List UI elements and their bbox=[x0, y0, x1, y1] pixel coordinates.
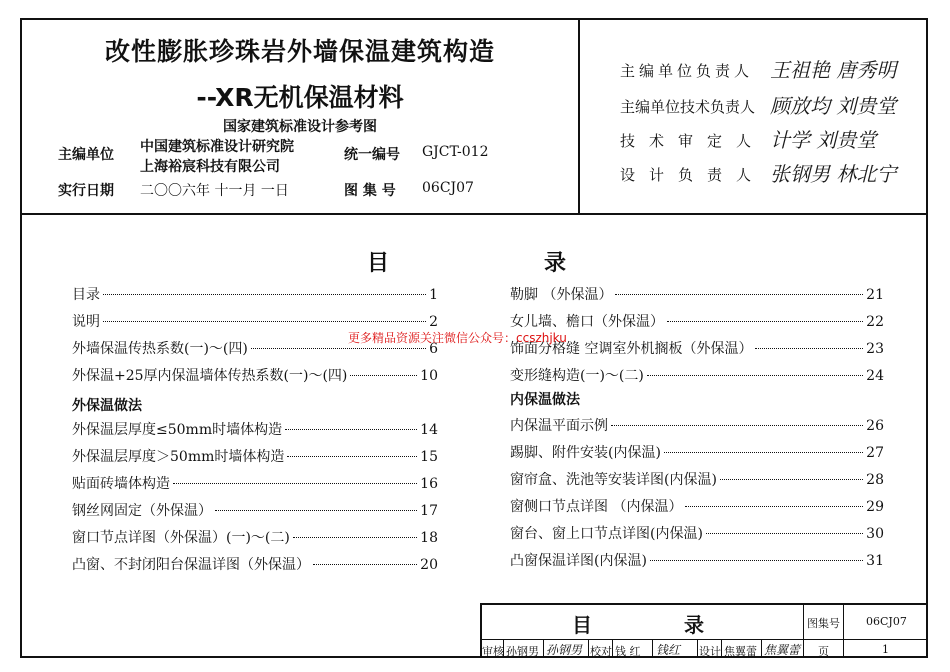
toc-item-page: 31 bbox=[866, 553, 884, 569]
toc-item-page: 28 bbox=[866, 472, 884, 488]
toc-item-page: 1 bbox=[429, 287, 438, 303]
toc-item-page: 17 bbox=[420, 503, 438, 519]
toc-leader bbox=[755, 348, 863, 349]
editor-org-1: 中国建筑标准设计研究院 bbox=[140, 139, 294, 155]
toc-item[interactable] bbox=[510, 550, 884, 570]
title-block-atlas-value: 06CJ07 bbox=[866, 615, 907, 628]
approval-role-4: 设计负责人 bbox=[620, 166, 766, 184]
watermark-text: 更多精品资源关注微信公众号：ccszhjku bbox=[348, 331, 567, 345]
toc-item-title: 钢丝网固定（外保温） bbox=[72, 503, 212, 519]
toc-item[interactable] bbox=[72, 500, 438, 520]
cell-divider bbox=[612, 639, 613, 658]
editor-org-2: 上海裕宸科技有限公司 bbox=[140, 159, 280, 175]
code-value: GJCT-012 bbox=[422, 144, 489, 160]
toc-item-page: 18 bbox=[420, 530, 438, 546]
toc-item[interactable] bbox=[510, 469, 884, 489]
toc-item-title: 凸窗保温详图(内保温) bbox=[510, 553, 647, 569]
toc-item-page: 16 bbox=[420, 476, 438, 492]
title-block-name-right: 录 bbox=[684, 613, 704, 637]
toc-item-page: 6 bbox=[429, 341, 438, 357]
code-label: 统一编号 bbox=[344, 147, 400, 163]
toc-leader bbox=[350, 375, 417, 376]
toc-item[interactable] bbox=[72, 527, 438, 547]
toc-leader bbox=[173, 483, 417, 484]
review-signature: 孙钢男 bbox=[546, 643, 583, 657]
toc-leader bbox=[611, 425, 863, 426]
page-title-line2: --XR无机保温材料 bbox=[196, 83, 404, 112]
toc-item[interactable] bbox=[72, 554, 438, 574]
toc-item-title: 窗侧口节点详图 （内保温） bbox=[510, 499, 683, 515]
cell-divider bbox=[721, 639, 722, 658]
toc-item-title: 外保温层厚度＞50mm时墙体构造 bbox=[72, 449, 285, 465]
approval-signature-1: 王祖艳 唐秀明 bbox=[770, 58, 897, 82]
approval-signature-2: 顾放均 刘贵堂 bbox=[770, 94, 897, 118]
toc-item-title: 变形缝构造(一)～(二) bbox=[510, 368, 644, 384]
title-block-atlas-label: 图集号 bbox=[807, 617, 840, 630]
toc-section-interior: 内保温做法 bbox=[510, 392, 580, 408]
design-name: 焦翼蕾 bbox=[724, 645, 757, 658]
date-value: 二〇〇六年 十一月 一日 bbox=[140, 183, 289, 199]
page-subtitle: 国家建筑标准设计参考图 bbox=[223, 119, 377, 135]
toc-leader bbox=[103, 294, 426, 295]
toc-item-title: 女儿墙、檐口（外保温） bbox=[510, 314, 664, 330]
toc-leader bbox=[615, 294, 863, 295]
toc-leader bbox=[313, 564, 417, 565]
toc-item-page: 23 bbox=[866, 341, 884, 357]
toc-item-title: 外保温层厚度≤50mm时墙体构造 bbox=[72, 422, 283, 438]
atlas-label: 图 集 号 bbox=[344, 183, 396, 199]
review-name: 孙钢男 bbox=[506, 645, 539, 658]
toc-item[interactable] bbox=[510, 523, 884, 543]
toc-section-exterior: 外保温做法 bbox=[72, 398, 142, 414]
design-label: 设计 bbox=[699, 645, 721, 658]
review-label: 审核 bbox=[482, 645, 504, 658]
title-block-col-divider-2 bbox=[843, 603, 844, 658]
toc-item[interactable] bbox=[72, 473, 438, 493]
toc-item-title: 窗帘盒、洗池等安装详图(内保温) bbox=[510, 472, 717, 488]
toc-item-page: 22 bbox=[866, 314, 884, 330]
header-divider bbox=[20, 213, 928, 215]
check-name: 钱 红 bbox=[615, 645, 641, 658]
toc-leader bbox=[293, 537, 417, 538]
editor-label: 主编单位 bbox=[58, 147, 114, 163]
toc-item-page: 2 bbox=[429, 314, 438, 330]
atlas-value: 06CJ07 bbox=[422, 180, 474, 196]
toc-leader bbox=[285, 429, 417, 430]
toc-item-page: 29 bbox=[866, 499, 884, 515]
toc-item[interactable] bbox=[510, 442, 884, 462]
date-label: 实行日期 bbox=[58, 183, 114, 199]
toc-item-title: 凸窗、不封闭阳台保温详图（外保温） bbox=[72, 557, 310, 573]
design-signature: 焦翼蕾 bbox=[764, 643, 801, 657]
toc-item[interactable] bbox=[510, 365, 884, 385]
toc-item-title: 外保温+25厚内保温墙体传热系数(一)～(四) bbox=[72, 368, 348, 384]
toc-item-page: 24 bbox=[866, 368, 884, 384]
toc-leader bbox=[650, 560, 863, 561]
toc-item[interactable] bbox=[72, 446, 438, 466]
toc-leader bbox=[720, 479, 863, 480]
toc-leader bbox=[251, 348, 426, 349]
toc-item[interactable] bbox=[72, 311, 438, 331]
toc-item[interactable] bbox=[72, 365, 438, 385]
title-block-row-divider bbox=[480, 639, 928, 640]
toc-item-page: 21 bbox=[866, 287, 884, 303]
cell-divider bbox=[761, 639, 762, 658]
toc-item-title: 贴面砖墙体构造 bbox=[72, 476, 170, 492]
check-label: 校对 bbox=[590, 645, 612, 658]
toc-item-title: 踢脚、附件安装(内保温) bbox=[510, 445, 661, 461]
toc-leader bbox=[103, 321, 426, 322]
toc-item-page: 27 bbox=[866, 445, 884, 461]
toc-item-title: 窗台、窗上口节点详图(内保温) bbox=[510, 526, 703, 542]
toc-item-page: 15 bbox=[420, 449, 438, 465]
page-title: 改性膨胀珍珠岩外墙保温建筑构造 bbox=[104, 37, 495, 66]
toc-item[interactable] bbox=[510, 284, 884, 304]
toc-item[interactable] bbox=[510, 415, 884, 435]
toc-leader bbox=[667, 321, 863, 322]
toc-item[interactable] bbox=[510, 496, 884, 516]
toc-item-page: 26 bbox=[866, 418, 884, 434]
cell-divider bbox=[697, 639, 698, 658]
cell-divider bbox=[588, 639, 589, 658]
toc-heading-left: 目 bbox=[367, 251, 390, 276]
toc-leader bbox=[685, 506, 863, 507]
toc-item-title: 目录 bbox=[72, 287, 100, 303]
cell-divider bbox=[652, 639, 653, 658]
toc-leader bbox=[215, 510, 417, 511]
approval-role-3: 技术审定人 bbox=[620, 132, 766, 150]
toc-item-title: 外墙保温传热系数(一)～(四) bbox=[72, 341, 248, 357]
title-block-page-value: 1 bbox=[882, 643, 889, 656]
toc-leader bbox=[287, 456, 417, 457]
toc-item-title: 内保温平面示例 bbox=[510, 418, 608, 434]
toc-item[interactable] bbox=[72, 284, 438, 304]
title-block-page-label: 页 bbox=[818, 645, 829, 658]
toc-item-title: 说明 bbox=[72, 314, 100, 330]
title-block-col-divider bbox=[803, 603, 804, 658]
toc-leader bbox=[706, 533, 863, 534]
toc-item[interactable] bbox=[72, 419, 438, 439]
check-signature: 钱红 bbox=[656, 643, 681, 657]
approval-role-2: 主编单位技术负责人 bbox=[620, 98, 756, 116]
approval-signature-3: 计学 刘贵堂 bbox=[770, 128, 877, 152]
title-block-name-left: 目 bbox=[572, 613, 592, 637]
toc-item-title: 勒脚 （外保温） bbox=[510, 287, 613, 303]
toc-item-page: 20 bbox=[420, 557, 438, 573]
toc-item-title: 窗口节点详图（外保温）(一)～(二) bbox=[72, 530, 290, 546]
toc-item-page: 14 bbox=[420, 422, 438, 438]
header-vertical-divider bbox=[578, 18, 580, 214]
toc-item-page: 10 bbox=[420, 368, 438, 384]
approval-role-1: 主编单位负责人 bbox=[620, 62, 754, 80]
toc-item-title: 饰面分格缝 空调室外机搁板（外保温） bbox=[510, 341, 753, 357]
approval-signature-4: 张钢男 林北宁 bbox=[770, 162, 897, 186]
cell-divider bbox=[543, 639, 544, 658]
toc-heading-right: 录 bbox=[544, 251, 567, 276]
toc-item[interactable] bbox=[510, 311, 884, 331]
toc-item-page: 30 bbox=[866, 526, 884, 542]
toc-leader bbox=[664, 452, 863, 453]
toc-leader bbox=[647, 375, 863, 376]
